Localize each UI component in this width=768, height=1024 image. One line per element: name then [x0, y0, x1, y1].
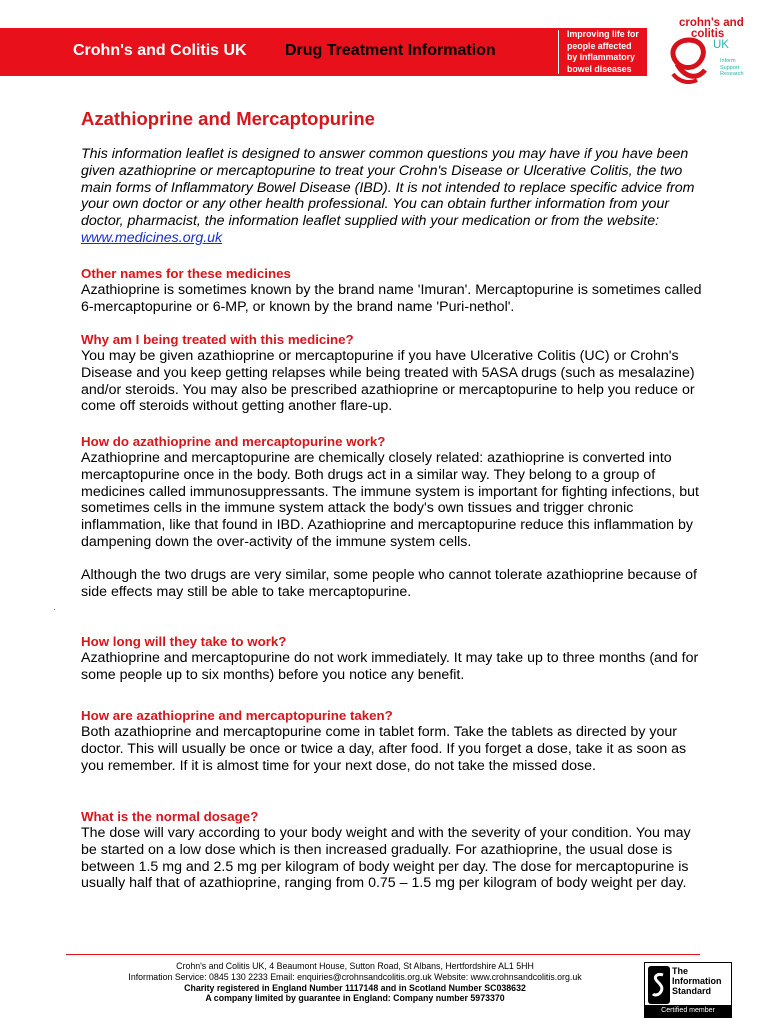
- section-heading: How are azathioprine and mercaptopurine taken?: [81, 708, 393, 723]
- section-heading: Why am I being treated with this medicine?: [81, 332, 354, 347]
- section-body: Azathioprine and mercaptopurine are chemically closely related: azathioprine is converted into mercaptopurine once in the body. Both drugs act in a similar way. They belong to a group of medicines called immunosuppressants. The immune system is important for fighting infections, but sometimes cells in the immune system attack the body's own tissues and trigger chronic inflammation, like that found in IBD. Azathioprine and mercaptopurine reduce this inflammation by dampening down the over-activity of the immune system cells.: [81, 450, 699, 550]
- intro-paragraph: [81, 146, 706, 247]
- section-heading: How long will they take to work?: [81, 634, 287, 649]
- section-body: Azathioprine and mercaptopurine do not work immediately. It may take up to three months (and for some people up to six months) before you notice any benefit.: [81, 650, 699, 683]
- page-title: Azathioprine and Mercaptopurine: [81, 108, 375, 129]
- section-body: Azathioprine is sometimes known by the brand name 'Imuran'. Mercaptopurine is sometimes called 6-mercaptopurine or 6-MP, or known by the brand name 'Puri-nethol'.: [81, 282, 702, 315]
- badge-certified: Certified member: [645, 1005, 731, 1017]
- footer-company: A company limited by guarantee in England: Company number 5973370: [205, 993, 505, 1004]
- section-body: The dose will vary according to your body weight and with the severity of your condition. You may be started on a low dose which is then increased gradually. For azathioprine, the usual dose is between 1.5 mg and 2.5 mg per kilogram of body weight per day. The dose for mercaptopurine is usually half that of azathioprine, ranging from 0.75 – 1.5 mg per kilogram of body weight per day.: [81, 825, 691, 892]
- section-how-work: [81, 433, 706, 600]
- badge-text: The Information Standard: [672, 966, 722, 996]
- intro-text: This information leaflet is designed to answer common questions you may have if you have been given azathioprine or mercaptopurine to treat your Crohn's Disease or Ulcerative Colitis, the two main forms of Inflammatory Bowel Disease (IBD). It is not intended to replace specific advice from your own doctor or any other health professional. You can obtain further information from your doctor, pharmacist, the information leaflet supplied with your medication or from the website:: [81, 146, 695, 230]
- footer-contact: Information Service: 0845 130 2233 Email: enquiries@crohnsandcolitis.org.uk Website: www.crohnsandcolitis.org.uk: [128, 971, 582, 982]
- section-heading: How do azathioprine and mercaptopurine work?: [81, 434, 386, 449]
- section-body-2: Although the two drugs are very similar, some people who cannot tolerate azathioprine because of side effects may still be able to take mercaptopurine.: [81, 566, 697, 600]
- section-how-taken: [81, 707, 706, 774]
- section-other-names: [81, 265, 706, 316]
- section-why-treated: [81, 331, 706, 415]
- charity-logo: [647, 0, 768, 90]
- tagline: Improving life for people affected by inflammatory bowel diseases: [567, 29, 639, 74]
- footer-charity: Charity registered in England Number 1117148 and in Scotland Number SC038632: [184, 982, 526, 993]
- logo-text-colitis: colitis: [691, 28, 725, 40]
- section-dosage: [81, 808, 706, 892]
- footer-address: Crohn's and Colitis UK, 4 Beaumont House, Sutton Road, St Albans, Hertfordshire AL1 5HH: [176, 961, 534, 971]
- medicines-website-link[interactable]: www.medicines.org.uk: [81, 229, 223, 246]
- logo-strapline: Inform Support Research: [720, 58, 744, 77]
- logo-text-crohns: crohn's and: [679, 17, 744, 29]
- information-standard-icon: [648, 966, 670, 1004]
- footer: [70, 961, 640, 1004]
- knot-logo-icon: [667, 34, 711, 86]
- org-name: Crohn's and Colitis UK: [73, 42, 247, 59]
- section-how-long: [81, 633, 706, 684]
- section-body: Both azathioprine and mercaptopurine come in tablet form. Take the tablets as directed by your doctor. This will usually be once or twice a day, after food. If you forget a dose, take it as soon as you remember. If it is almost time for your next dose, do not take the missed dose.: [81, 724, 687, 774]
- header-divider: [558, 30, 559, 74]
- footer-divider: [66, 954, 700, 955]
- information-standard-badge: [644, 962, 732, 1018]
- section-heading: Other names for these medicines: [81, 266, 291, 281]
- section-heading: What is the normal dosage?: [81, 809, 259, 824]
- section-body: You may be given azathioprine or mercaptopurine if you have Ulcerative Colitis (UC) or Crohn's Disease and you keep getting relapses while being treated with 5ASA drugs (such as mesalazine) and/or steroids. You may also be prescribed azathioprine or mercaptopurine to help you reduce or come off steroids without getting another flare-up.: [81, 348, 695, 415]
- logo-text-uk: UK: [713, 39, 729, 51]
- header-subtitle: Drug Treatment Information: [285, 42, 496, 59]
- stray-mark: ·: [53, 604, 57, 615]
